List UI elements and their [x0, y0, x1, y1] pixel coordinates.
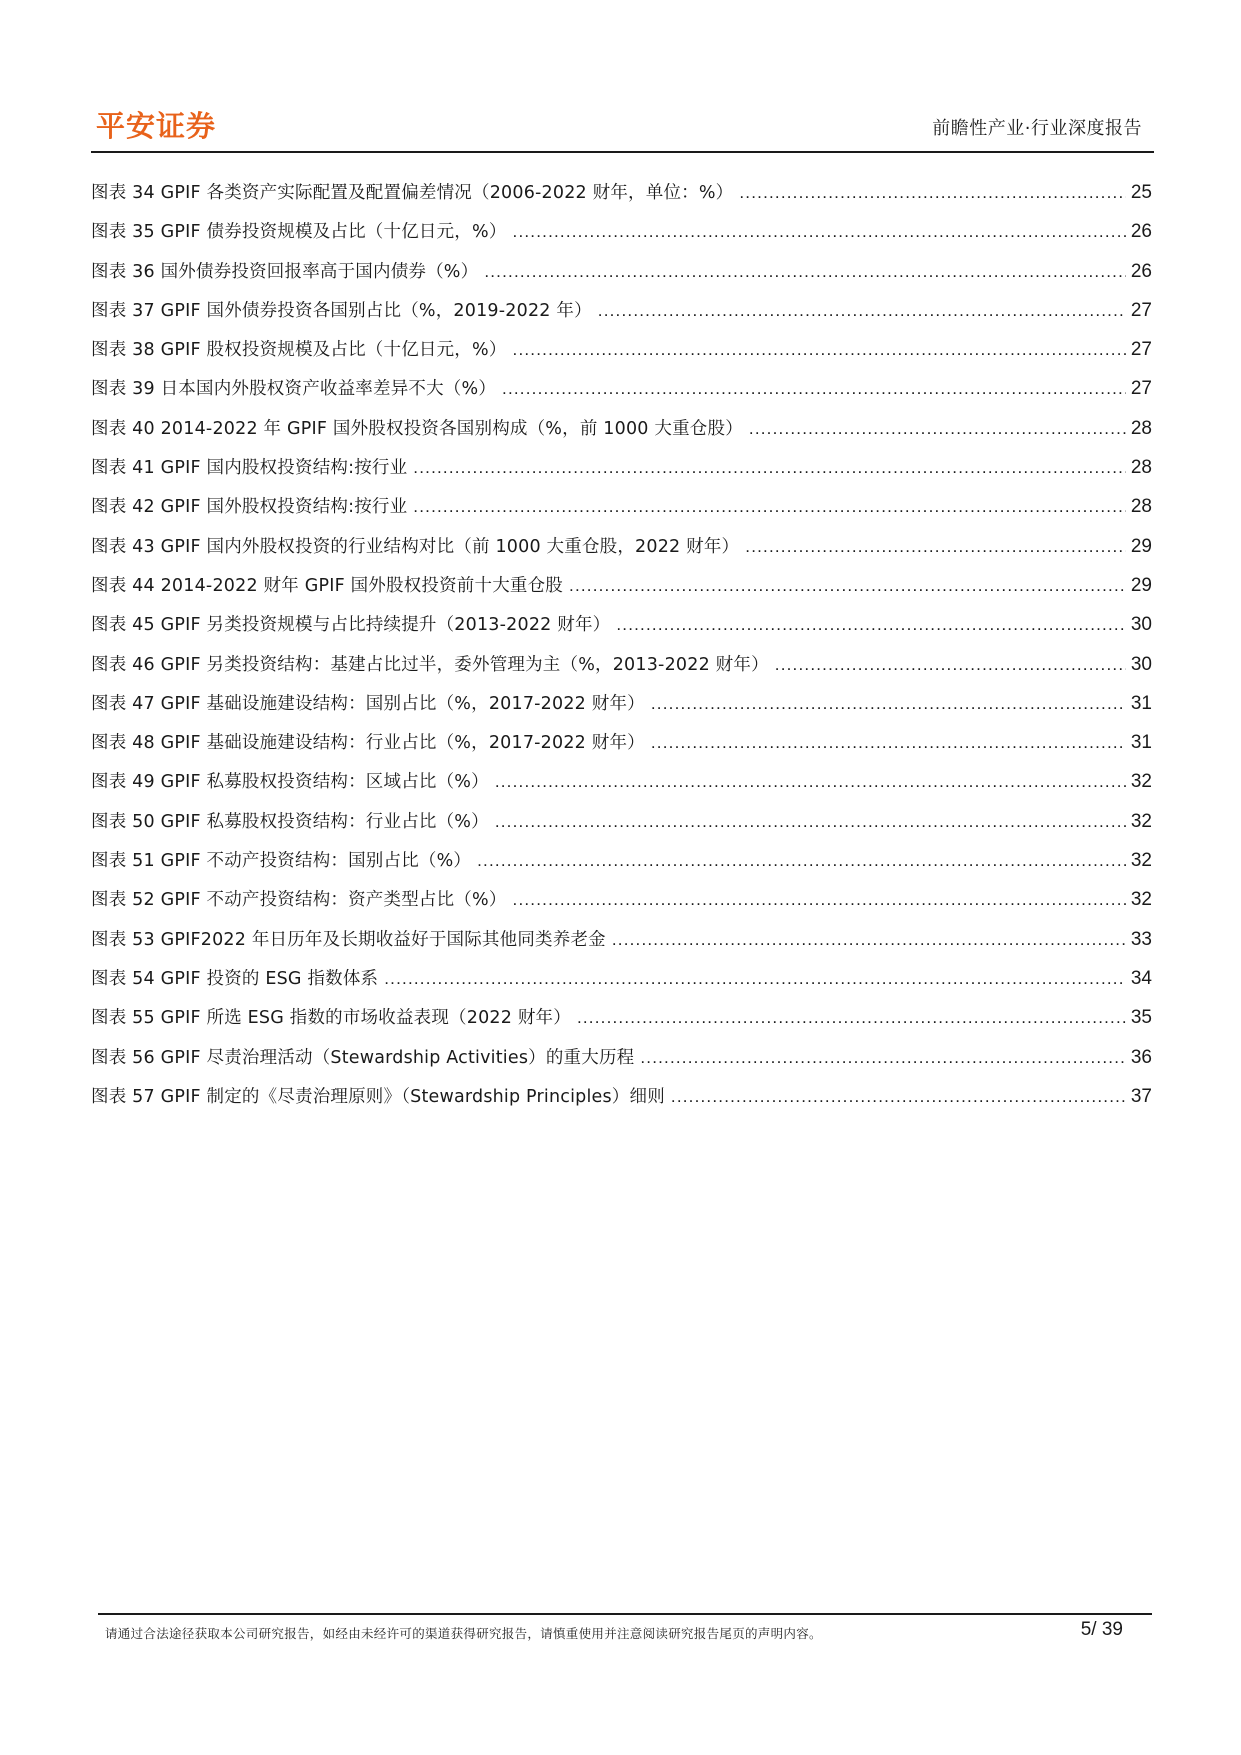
toc-entry-title: 图表 55 GPIF 所选 ESG 指数的市场收益表现（2022 财年） — [91, 1008, 571, 1029]
dot-leader — [413, 497, 1126, 517]
dot-leader — [413, 458, 1126, 478]
dot-leader — [384, 969, 1126, 989]
dot-leader — [495, 812, 1126, 832]
toc-entry-title: 图表 37 GPIF 国外债券投资各国别占比（%，2019-2022 年） — [91, 300, 592, 321]
dot-leader — [502, 379, 1126, 399]
toc-entry-title: 图表 57 GPIF 制定的《尽责治理原则》（Stewardship Principles）细则 — [91, 1086, 665, 1107]
toc-entry-title: 图表 43 GPIF 国内外股权投资的行业结构对比（前 1000 大重仓股，2022 财年） — [91, 536, 740, 557]
footer-disclaimer: 请通过合法途径获取本公司研究报告，如经由未经许可的渠道获得研究报告，请慎重使用并注意阅读研究报告尾页的声明内容。 — [105, 1626, 822, 1641]
toc-entry-page: 27 — [1130, 299, 1152, 321]
company-logo: 平安证券 — [96, 109, 217, 143]
toc-entry[interactable] — [91, 1083, 1152, 1122]
toc-entry-page: 32 — [1130, 850, 1152, 872]
toc-entry-title: 图表 52 GPIF 不动产投资结构：资产类型占比（%） — [91, 890, 507, 911]
dot-leader — [513, 222, 1126, 242]
toc-entry[interactable] — [91, 690, 1152, 729]
dot-leader — [640, 1048, 1126, 1068]
toc-entry[interactable] — [91, 493, 1152, 532]
toc-entry[interactable] — [91, 729, 1152, 768]
toc-entry[interactable] — [91, 572, 1152, 611]
toc-entry-title: 图表 41 GPIF 国内股权投资结构:按行业 — [91, 458, 408, 479]
toc-entry-title: 图表 51 GPIF 不动产投资结构：国别占比（%） — [91, 851, 472, 872]
toc-entry[interactable] — [91, 415, 1152, 454]
toc-entry-page: 25 — [1130, 182, 1152, 203]
toc-entry-page: 29 — [1130, 535, 1152, 557]
toc-entry-title: 图表 53 GPIF2022 年日历年及长期收益好于国际其他同类养老金 — [91, 929, 606, 950]
dot-leader — [477, 851, 1126, 871]
toc-entry-title: 图表 50 GPIF 私募股权投资结构：行业占比（%） — [91, 811, 489, 832]
toc-entry[interactable] — [91, 533, 1152, 572]
toc-entry-title: 图表 47 GPIF 基础设施建设结构：国别占比（%，2017-2022 财年） — [91, 693, 645, 714]
toc-entry-title: 图表 49 GPIF 私募股权投资结构：区域占比（%） — [91, 772, 489, 793]
dot-leader — [513, 890, 1126, 910]
toc-entry-page: 27 — [1130, 339, 1152, 361]
toc-entry[interactable] — [91, 847, 1152, 886]
toc-entry[interactable] — [91, 611, 1152, 650]
toc-entry[interactable] — [91, 179, 1152, 218]
toc-entry-title: 图表 48 GPIF 基础设施建设结构：行业占比（%，2017-2022 财年） — [91, 733, 645, 754]
toc-entry-page: 35 — [1130, 1007, 1152, 1029]
dot-leader — [577, 1008, 1126, 1028]
toc-entry-page: 31 — [1130, 732, 1152, 754]
toc-entry[interactable] — [91, 336, 1152, 375]
footer-divider — [98, 1613, 1152, 1615]
toc-entry-page: 28 — [1130, 496, 1152, 518]
toc-entry-page: 28 — [1130, 457, 1152, 479]
table-of-figures — [91, 179, 1152, 1122]
dot-leader — [739, 183, 1126, 203]
page-header — [90, 100, 1150, 152]
dot-leader — [598, 301, 1126, 321]
report-type-label: 前瞻性产业·行业深度报告 — [932, 118, 1142, 139]
toc-entry[interactable] — [91, 258, 1152, 297]
toc-entry-title: 图表 38 GPIF 股权投资规模及占比（十亿日元，%） — [91, 340, 507, 361]
toc-entry-title: 图表 34 GPIF 各类资产实际配置及配置偏差情况（2006-2022 财年，单位：%） — [91, 183, 734, 203]
toc-entry-page: 31 — [1130, 692, 1152, 714]
toc-entry-page: 29 — [1130, 574, 1152, 596]
toc-entry-title: 图表 54 GPIF 投资的 ESG 指数体系 — [91, 968, 379, 989]
toc-entry-title: 图表 56 GPIF 尽责治理活动（Stewardship Activities）的重大历程 — [91, 1047, 635, 1068]
toc-entry-title: 图表 35 GPIF 债券投资规模及占比（十亿日元，%） — [91, 222, 507, 243]
toc-entry-title: 图表 40 2014-2022 年 GPIF 国外股权投资各国别构成（%，前 1000 大重仓股） — [91, 418, 743, 439]
dot-leader — [745, 537, 1126, 557]
toc-entry-page: 26 — [1130, 260, 1152, 282]
dot-leader — [651, 694, 1126, 714]
page-number: 5/ 39 — [1080, 1619, 1123, 1640]
toc-entry[interactable] — [91, 926, 1152, 965]
toc-entry-title: 图表 42 GPIF 国外股权投资结构:按行业 — [91, 497, 408, 518]
toc-entry-page: 32 — [1130, 889, 1152, 911]
toc-entry-page: 26 — [1130, 221, 1152, 243]
toc-entry-page: 33 — [1130, 928, 1152, 950]
dot-leader — [484, 262, 1126, 282]
toc-entry-page: 28 — [1130, 417, 1152, 439]
toc-entry-page: 34 — [1130, 967, 1152, 989]
dot-leader — [495, 772, 1126, 792]
toc-entry[interactable] — [91, 768, 1152, 807]
toc-entry-page: 32 — [1130, 771, 1152, 793]
toc-entry-page: 36 — [1130, 1046, 1152, 1068]
dot-leader — [671, 1087, 1126, 1107]
dot-leader — [775, 655, 1126, 675]
header-divider — [91, 151, 1154, 153]
toc-entry-page: 30 — [1130, 614, 1152, 636]
toc-entry[interactable] — [91, 1044, 1152, 1083]
toc-entry-title: 图表 36 国外债券投资回报率高于国内债券（%） — [91, 261, 479, 282]
toc-entry-page: 27 — [1130, 378, 1152, 400]
toc-entry-title: 图表 44 2014-2022 财年 GPIF 国外股权投资前十大重仓股 — [91, 575, 564, 596]
dot-leader — [749, 419, 1126, 439]
toc-entry[interactable] — [91, 965, 1152, 1004]
dot-leader — [612, 930, 1126, 950]
toc-entry[interactable] — [91, 886, 1152, 925]
dot-leader — [616, 615, 1126, 635]
toc-entry-page: 32 — [1130, 810, 1152, 832]
toc-entry-title: 图表 46 GPIF 另类投资结构：基建占比过半，委外管理为主（%，2013-2022 财年） — [91, 654, 769, 675]
toc-entry[interactable] — [91, 454, 1152, 493]
toc-entry-page: 30 — [1130, 653, 1152, 675]
toc-entry-title: 图表 39 日本国内外股权资产收益率差异不大（%） — [91, 379, 497, 400]
toc-entry[interactable] — [91, 375, 1152, 414]
toc-entry[interactable] — [91, 808, 1152, 847]
dot-leader — [651, 733, 1126, 753]
toc-entry-page: 37 — [1130, 1085, 1152, 1107]
toc-entry-title: 图表 45 GPIF 另类投资规模与占比持续提升（2013-2022 财年） — [91, 615, 611, 636]
dot-leader — [569, 576, 1126, 596]
toc-entry[interactable] — [91, 651, 1152, 690]
dot-leader — [513, 340, 1126, 360]
toc-entry[interactable] — [91, 218, 1152, 257]
toc-entry[interactable] — [91, 1004, 1152, 1043]
toc-entry[interactable] — [91, 297, 1152, 336]
